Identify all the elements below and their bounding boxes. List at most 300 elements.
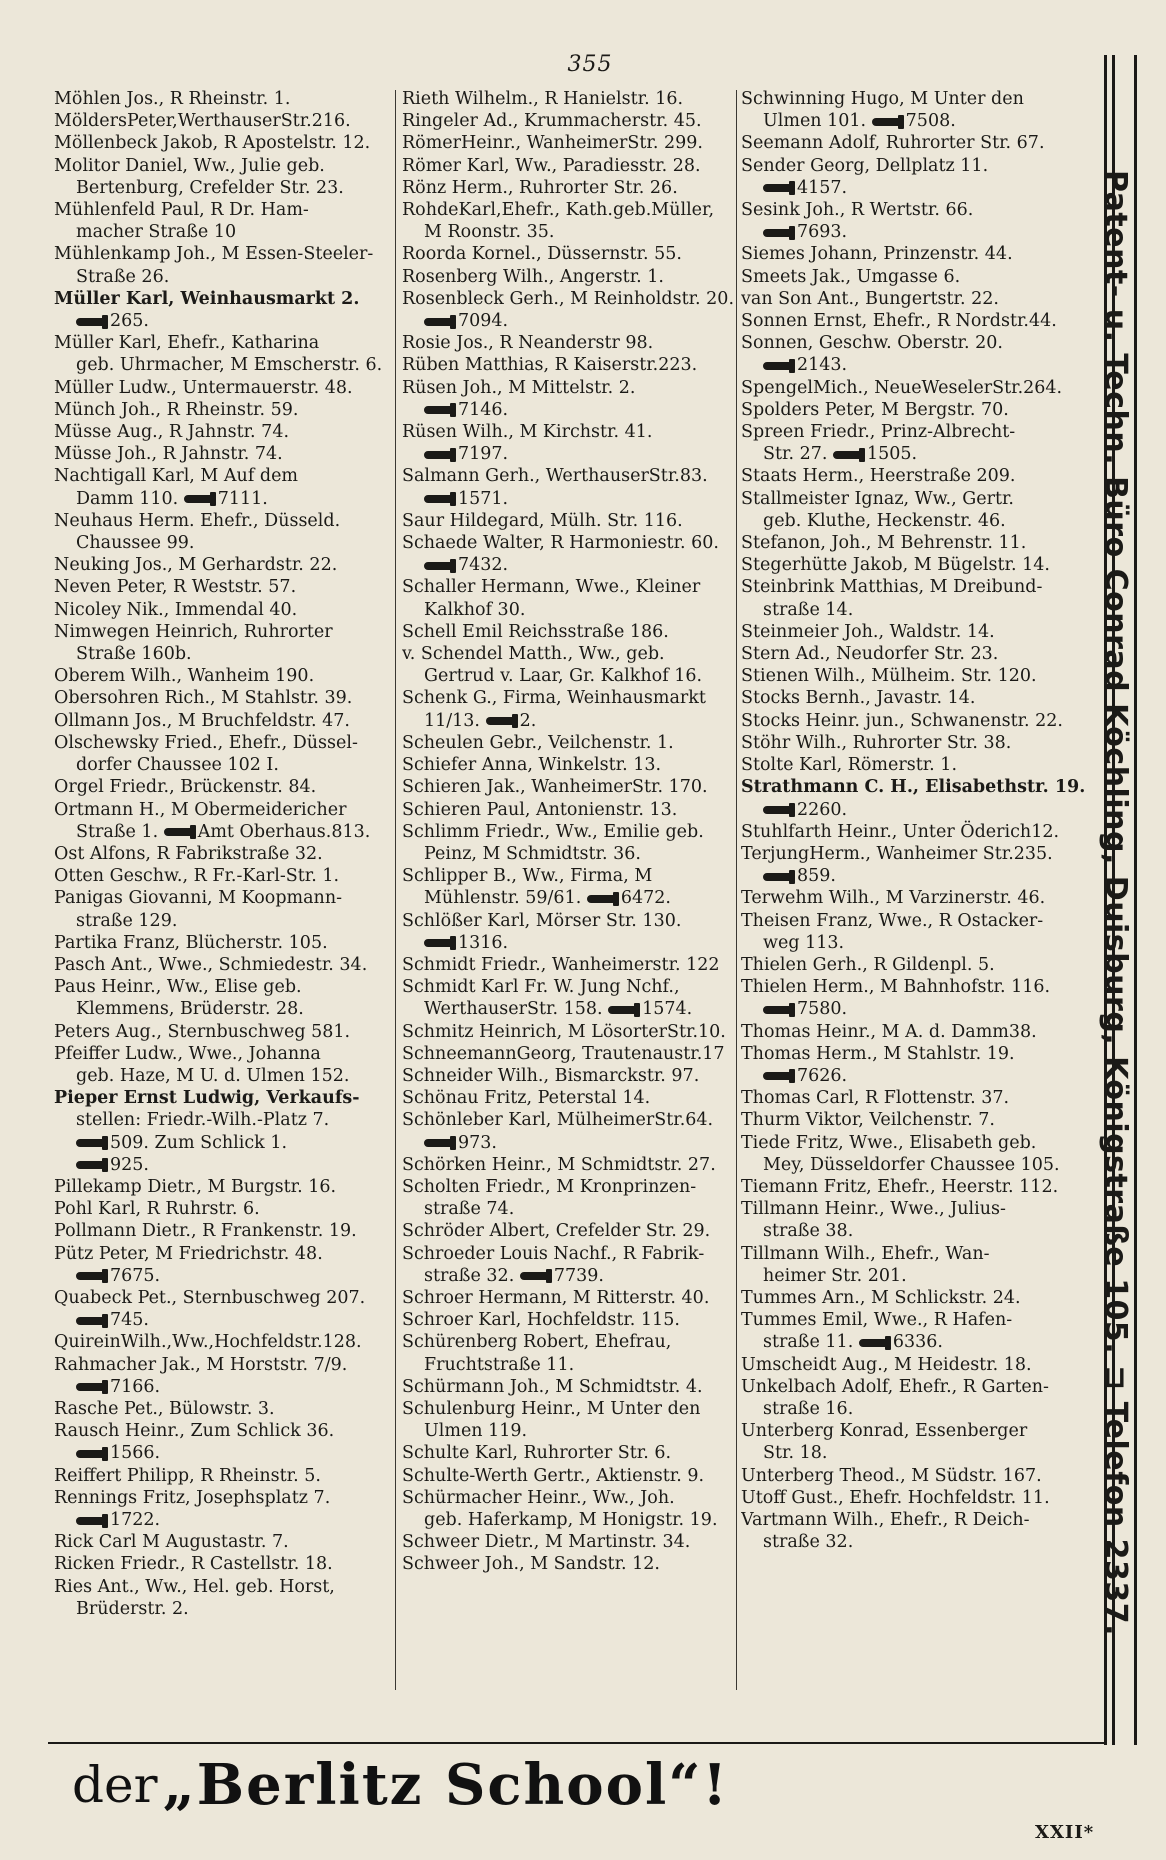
entry-text: Müsse Joh., R Jahnstr. 74. xyxy=(54,444,283,465)
telephone-number: 973. xyxy=(458,1132,497,1153)
directory-entry xyxy=(54,976,388,998)
telephone-icon xyxy=(608,1006,636,1014)
directory-entry xyxy=(54,488,388,510)
directory-entry xyxy=(402,1376,736,1398)
entry-text: Schiefer Anna, Winkelstr. 13. xyxy=(402,755,662,776)
entry-text: Siemes Johann, Prinzenstr. 44. xyxy=(741,244,1013,265)
entry-text: Nachtigall Karl, M Auf dem xyxy=(54,466,299,487)
directory-entry xyxy=(741,243,1097,265)
directory-entry xyxy=(402,843,736,865)
directory-entry xyxy=(54,421,388,443)
entry-text: Schroer Hermann, M Ritterstr. 40. xyxy=(402,1287,710,1308)
directory-entry xyxy=(402,1043,736,1065)
directory-entry xyxy=(54,821,388,843)
directory-entry xyxy=(54,576,388,598)
directory-entry xyxy=(402,1287,736,1309)
directory-entry xyxy=(741,88,1097,110)
directory-entry xyxy=(741,1420,1097,1442)
directory-entry xyxy=(402,754,736,776)
entry-text: Unterberg Konrad, Essenberger xyxy=(741,1421,1028,1442)
directory-entry xyxy=(402,1198,736,1220)
directory-entry xyxy=(54,1598,388,1620)
entry-text: Tummes Emil, Wwe., R Hafen- xyxy=(741,1310,1013,1331)
entry-text: Müller Ludw., Untermauerstr. 48. xyxy=(54,377,353,398)
directory-entry xyxy=(402,1442,736,1464)
directory-entry xyxy=(54,843,388,865)
directory-entry xyxy=(402,443,736,465)
directory-entry xyxy=(54,643,388,665)
directory-entry xyxy=(402,399,736,421)
directory-entry xyxy=(54,532,388,554)
directory-entry xyxy=(741,221,1097,243)
directory-entry xyxy=(402,887,736,909)
telephone-number: 745. xyxy=(110,1310,149,1331)
telephone-icon xyxy=(76,1517,104,1525)
entry-text: Mey, Düsseldorfer Chaussee 105. xyxy=(763,1154,1060,1175)
entry-text: Peters Aug., Sternbuschweg 581. xyxy=(54,1021,351,1042)
directory-entry xyxy=(741,1442,1097,1464)
entry-text: Rausch Heinr., Zum Schlick 36. xyxy=(54,1421,335,1442)
directory-entry xyxy=(402,732,736,754)
entries-column-2 xyxy=(402,88,736,1688)
entry-text: Fruchtstraße 11. xyxy=(424,1354,575,1375)
directory-entry xyxy=(54,1354,388,1376)
directory-entry xyxy=(402,665,736,687)
entry-text: Sender Georg, Dellplatz 11. xyxy=(741,155,989,176)
telephone-icon xyxy=(424,562,452,570)
entry-text: Schlimm Friedr., Ww., Emilie geb. xyxy=(402,821,704,842)
entry-text: Rüben Matthias, R Kaiserstr.223. xyxy=(402,355,698,376)
entry-text: Ries Ant., Ww., Hel. geb. Horst, xyxy=(54,1576,335,1597)
telephone-number: 1505. xyxy=(866,444,918,465)
directory-entry xyxy=(54,1398,388,1420)
entry-text: Thomas Carl, R Flottenstr. 37. xyxy=(741,1088,1010,1109)
directory-entry xyxy=(54,465,388,487)
directory-entry xyxy=(741,132,1097,154)
telephone-icon xyxy=(76,1450,104,1458)
directory-entry xyxy=(741,421,1097,443)
telephone-icon xyxy=(76,1317,104,1325)
directory-entry xyxy=(402,288,736,310)
directory-entry xyxy=(54,1531,388,1553)
entry-text: SchneemannGeorg, Trautenaustr.17 xyxy=(402,1043,725,1064)
directory-entry xyxy=(741,754,1097,776)
directory-entry xyxy=(402,1509,736,1531)
directory-entry xyxy=(54,1376,388,1398)
directory-entry xyxy=(402,910,736,932)
directory-entry xyxy=(402,1065,736,1087)
directory-entry xyxy=(741,576,1097,598)
telephone-number: 6472. xyxy=(620,888,671,909)
directory-entry xyxy=(741,1398,1097,1420)
telephone-icon xyxy=(520,1272,548,1280)
entry-text: Sonnen Ernst, Ehefr., R Nordstr.44. xyxy=(741,311,1057,332)
directory-entry xyxy=(402,421,736,443)
entry-text: Sesink Joh., R Wertstr. 66. xyxy=(741,200,974,221)
telephone-icon xyxy=(76,1139,104,1147)
directory-entry xyxy=(402,954,736,976)
directory-entry xyxy=(54,110,388,132)
column-divider xyxy=(736,90,737,1690)
entry-text: Brüderstr. 2. xyxy=(76,1598,189,1619)
telephone-icon xyxy=(763,229,791,237)
entry-text: Roorda Kornel., Düssernstr. 55. xyxy=(402,244,682,265)
directory-entry xyxy=(402,865,736,887)
entry-text: Müller Karl, Weinhausmarkt 2. xyxy=(54,288,360,309)
entry-text: Rennings Fritz, Josephsplatz 7. xyxy=(54,1487,331,1508)
entry-text: geb. Kluthe, Heckenstr. 46. xyxy=(763,510,1006,531)
directory-entry xyxy=(54,954,388,976)
entry-text: Rasche Pet., Bülowstr. 3. xyxy=(54,1398,275,1419)
directory-entry xyxy=(402,576,736,598)
telephone-number: 7693. xyxy=(797,222,848,243)
directory-entry xyxy=(54,1043,388,1065)
entry-text: Rüsen Joh., M Mittelstr. 2. xyxy=(402,377,636,398)
entry-text: Schmitz Heinrich, M LösorterStr.10. xyxy=(402,1021,726,1042)
directory-entry xyxy=(741,799,1097,821)
directory-entry xyxy=(54,221,388,243)
directory-entry xyxy=(54,1309,388,1331)
directory-entry xyxy=(741,1487,1097,1509)
entry-text: Pütz Peter, M Friedrichstr. 48. xyxy=(54,1243,323,1264)
directory-entry xyxy=(741,998,1097,1020)
directory-entry xyxy=(402,88,736,110)
directory-entry xyxy=(402,621,736,643)
bottom-divider xyxy=(48,1742,1104,1744)
column-divider xyxy=(395,90,396,1690)
directory-entry xyxy=(54,1487,388,1509)
entry-text: Schürmann Joh., M Schmidtstr. 4. xyxy=(402,1376,703,1397)
directory-entry xyxy=(741,510,1097,532)
directory-entry xyxy=(54,910,388,932)
directory-entry xyxy=(741,288,1097,310)
entry-text: Mühlenkamp Joh., M Essen-Steeler- xyxy=(54,244,374,265)
entry-text: Schönleber Karl, MülheimerStr.64. xyxy=(402,1110,714,1131)
directory-entry xyxy=(741,1198,1097,1220)
directory-entry xyxy=(54,865,388,887)
entry-text: Pasch Ant., Wwe., Schmiedestr. 34. xyxy=(54,954,368,975)
entry-text: Reiffert Philipp, R Rheinstr. 5. xyxy=(54,1465,321,1486)
entry-text: Münch Joh., R Rheinstr. 59. xyxy=(54,399,299,420)
telephone-number: 4157. xyxy=(797,177,848,198)
telephone-number: 7739. xyxy=(553,1265,604,1286)
entry-text: Schaller Hermann, Wwe., Kleiner xyxy=(402,577,701,598)
directory-entry xyxy=(741,199,1097,221)
directory-entry xyxy=(54,332,388,354)
directory-entry xyxy=(741,1176,1097,1198)
entry-text: weg 113. xyxy=(763,932,845,953)
directory-entry xyxy=(741,599,1097,621)
directory-entry xyxy=(741,1132,1097,1154)
directory-entry xyxy=(54,1154,388,1176)
telephone-number: 1571. xyxy=(458,488,509,509)
entry-text: Schönau Fritz, Peterstal 14. xyxy=(402,1088,651,1109)
telephone-number: 925. xyxy=(110,1154,149,1175)
bottom-advertisement xyxy=(72,1752,729,1842)
entry-text: Partika Franz, Blücherstr. 105. xyxy=(54,932,328,953)
directory-entry xyxy=(54,1220,388,1242)
entry-text: Pillekamp Dietr., M Burgstr. 16. xyxy=(54,1176,337,1197)
entry-text: geb. Uhrmacher, M Emscherstr. 6. xyxy=(76,355,383,376)
directory-entry xyxy=(402,710,736,732)
entry-text: Neuhaus Herm. Ehefr., Düsseld. xyxy=(54,510,341,531)
entry-text: straße 32. xyxy=(763,1532,854,1553)
directory-entry xyxy=(402,1132,736,1154)
directory-entry xyxy=(741,687,1097,709)
entry-text: Pollmann Dietr., R Frankenstr. 19. xyxy=(54,1221,357,1242)
directory-entry xyxy=(741,110,1097,132)
directory-entry xyxy=(402,377,736,399)
directory-entry xyxy=(54,1287,388,1309)
bottom-ad-name: „Berlitz School“! xyxy=(162,1752,730,1818)
directory-entry xyxy=(402,998,736,1020)
directory-entry xyxy=(741,1331,1097,1353)
directory-entry xyxy=(741,443,1097,465)
signature-mark: XXII* xyxy=(1035,1822,1095,1843)
directory-entry xyxy=(402,554,736,576)
directory-entry xyxy=(741,488,1097,510)
entry-text: Unterberg Theod., M Südstr. 167. xyxy=(741,1465,1042,1486)
directory-entry xyxy=(402,1220,736,1242)
directory-entry xyxy=(402,1265,736,1287)
directory-entry xyxy=(54,1109,388,1131)
telephone-icon xyxy=(424,318,452,326)
directory-entry xyxy=(54,1132,388,1154)
telephone-icon xyxy=(763,873,791,881)
entry-text: Rüsen Wilh., M Kirchstr. 41. xyxy=(402,422,653,443)
directory-entry xyxy=(402,1354,736,1376)
entry-text: Möllenbeck Jakob, R Apostelstr. 12. xyxy=(54,133,371,154)
directory-entry xyxy=(54,1553,388,1575)
directory-entry xyxy=(741,554,1097,576)
entry-text: straße 32. xyxy=(424,1265,520,1286)
directory-entry xyxy=(741,1309,1097,1331)
directory-entry xyxy=(741,776,1097,798)
directory-entry xyxy=(54,443,388,465)
entry-text: Olschewsky Fried., Ehefr., Düssel- xyxy=(54,732,358,753)
entry-text: Müsse Aug., R Jahnstr. 74. xyxy=(54,422,290,443)
entry-text: Unkelbach Adolf, Ehefr., R Garten- xyxy=(741,1376,1049,1397)
directory-entry xyxy=(54,354,388,376)
entry-text: Rönz Herm., Ruhrorter Str. 26. xyxy=(402,177,678,198)
telephone-icon xyxy=(184,495,212,503)
entry-text: Theisen Franz, Wwe., R Ostacker- xyxy=(741,910,1044,931)
entry-text: Mühlenfeld Paul, R Dr. Ham- xyxy=(54,200,309,221)
directory-entry xyxy=(402,1465,736,1487)
telephone-icon xyxy=(833,451,861,459)
telephone-number: 7508. xyxy=(905,111,956,132)
directory-entry xyxy=(402,1087,736,1109)
directory-entry xyxy=(741,177,1097,199)
directory-entry xyxy=(402,1331,736,1353)
telephone-number: 509. xyxy=(110,1132,149,1153)
directory-entry xyxy=(54,1065,388,1087)
directory-entry xyxy=(54,710,388,732)
directory-entry xyxy=(54,665,388,687)
entry-text: Pfeiffer Ludw., Wwe., Johanna xyxy=(54,1043,321,1064)
directory-entry xyxy=(741,621,1097,643)
directory-entry xyxy=(402,1531,736,1553)
directory-entry xyxy=(741,354,1097,376)
telephone-icon xyxy=(872,118,900,126)
directory-entry xyxy=(54,266,388,288)
page-number: 355 xyxy=(567,52,613,77)
entry-text: Stolte Karl, Römerstr. 1. xyxy=(741,755,958,776)
entry-text: Salmann Gerh., WerthauserStr.83. xyxy=(402,466,708,487)
directory-entry xyxy=(54,687,388,709)
entry-text: Schulte Karl, Ruhrorter Str. 6. xyxy=(402,1443,672,1464)
telephone-icon xyxy=(859,1339,887,1347)
entry-text: Thomas Herm., M Stahlstr. 19. xyxy=(741,1043,1015,1064)
directory-entry xyxy=(402,821,736,843)
entry-text: Neven Peter, R Weststr. 57. xyxy=(54,577,297,598)
entry-text: Orgel Friedr., Brückenstr. 84. xyxy=(54,777,317,798)
entry-text: Schürmacher Heinr., Ww., Joh. xyxy=(402,1487,675,1508)
directory-entry xyxy=(402,1398,736,1420)
directory-entry xyxy=(402,1553,736,1575)
directory-entry xyxy=(741,732,1097,754)
directory-entry xyxy=(741,1376,1097,1398)
directory-entry xyxy=(741,1043,1097,1065)
directory-entry xyxy=(741,865,1097,887)
entry-text: Ringeler Ad., Krummacherstr. 45. xyxy=(402,111,702,132)
directory-entry xyxy=(402,599,736,621)
entry-text: Stocks Bernh., Javastr. 14. xyxy=(741,688,976,709)
entry-text: MöldersPeter,WerthauserStr.216. xyxy=(54,111,351,132)
telephone-icon xyxy=(76,318,104,326)
entry-text: Gertrud v. Laar, Gr. Kalkhof 16. xyxy=(424,666,703,687)
entry-text: TerjungHerm., Wanheimer Str.235. xyxy=(741,843,1053,864)
entry-text: Schlößer Karl, Mörser Str. 130. xyxy=(402,910,682,931)
entry-text: Rosenbleck Gerh., M Reinholdstr. 20. xyxy=(402,288,735,309)
directory-entry xyxy=(402,1154,736,1176)
entry-text: Damm 110. xyxy=(76,488,184,509)
directory-entry xyxy=(741,1287,1097,1309)
entry-text: stellen: Friedr.-Wilh.-Platz 7. xyxy=(76,1110,330,1131)
telephone-number: 7094. xyxy=(458,311,509,332)
entry-text: Thomas Heinr., M A. d. Damm38. xyxy=(741,1021,1037,1042)
entry-text: Str. 18. xyxy=(763,1443,828,1464)
directory-entry xyxy=(402,1487,736,1509)
entry-text: Schroer Karl, Hochfeldstr. 115. xyxy=(402,1310,680,1331)
telephone-number: Amt Oberhaus.813. xyxy=(197,821,371,842)
entry-text: Straße 160b. xyxy=(76,644,192,665)
directory-entry xyxy=(402,110,736,132)
directory-entry xyxy=(54,399,388,421)
directory-entry xyxy=(741,910,1097,932)
directory-entry xyxy=(402,1243,736,1265)
directory-entry xyxy=(741,1087,1097,1109)
entry-text: Spolders Peter, M Bergstr. 70. xyxy=(741,399,1009,420)
directory-entry xyxy=(54,799,388,821)
entry-text: Rick Carl M Augustastr. 7. xyxy=(54,1532,289,1553)
entry-text: Staats Herm., Heerstraße 209. xyxy=(741,466,1016,487)
entry-text: Terwehm Wilh., M Varzinerstr. 46. xyxy=(741,888,1046,909)
entry-text: Oberem Wilh., Wanheim 190. xyxy=(54,666,315,687)
directory-entry xyxy=(741,1109,1097,1131)
entry-text: Römer Karl, Ww., Paradiesstr. 28. xyxy=(402,155,701,176)
directory-entry xyxy=(402,976,736,998)
entry-text: Smeets Jak., Umgasse 6. xyxy=(741,266,961,287)
directory-entry xyxy=(54,1243,388,1265)
entry-text: Thielen Herm., M Bahnhofstr. 116. xyxy=(741,977,1051,998)
entry-text: Müller Karl, Ehefr., Katharina xyxy=(54,333,320,354)
entry-text: Chaussee 99. xyxy=(76,533,195,554)
entry-text: Stöhr Wilh., Ruhrorter Str. 38. xyxy=(741,732,1012,753)
telephone-number: 7166. xyxy=(110,1376,161,1397)
directory-entry xyxy=(54,754,388,776)
side-advertisement: Patent- u. Techn. Büro Conrad Köchling, Duisburg, Königstraße 105. ⊐ Telefon 2337. xyxy=(1098,170,1133,1637)
entry-text: WerthauserStr. 158. xyxy=(424,999,609,1020)
directory-entry xyxy=(741,310,1097,332)
entry-text: Bertenburg, Crefelder Str. 23. xyxy=(76,177,344,198)
entry-text: 11/13. xyxy=(424,710,486,731)
directory-entry xyxy=(54,1509,388,1531)
directory-entry xyxy=(54,510,388,532)
entry-text: Tillmann Wilh., Ehefr., Wan- xyxy=(741,1243,990,1264)
entry-text: Steinbrink Matthias, M Dreibund- xyxy=(741,577,1043,598)
entry-text: Schieren Jak., WanheimerStr. 170. xyxy=(402,777,708,798)
frame-rule xyxy=(1134,55,1137,1745)
directory-entry xyxy=(402,643,736,665)
entry-text: Tiede Fritz, Wwe., Elisabeth geb. xyxy=(741,1132,1037,1153)
entry-text: v. Schendel Matth., Ww., geb. xyxy=(402,644,665,665)
directory-entry xyxy=(402,510,736,532)
entry-text: macher Straße 10 xyxy=(76,222,237,243)
entry-text: Ulmen 119. xyxy=(424,1421,528,1442)
telephone-number: 1566. xyxy=(110,1443,161,1464)
directory-entry xyxy=(402,1176,736,1198)
directory-entry xyxy=(741,266,1097,288)
directory-entry xyxy=(54,599,388,621)
telephone-icon xyxy=(763,1072,791,1080)
directory-entry xyxy=(741,399,1097,421)
entry-text: Sonnen, Geschw. Oberstr. 20. xyxy=(741,333,1003,354)
entry-text: straße 11. xyxy=(763,1332,859,1353)
directory-entry xyxy=(741,377,1097,399)
directory-entry xyxy=(402,310,736,332)
directory-entry xyxy=(402,776,736,798)
entry-text: Umscheidt Aug., M Heidestr. 18. xyxy=(741,1354,1032,1375)
entry-text: Quabeck Pet., Sternbuschweg 207. xyxy=(54,1287,366,1308)
directory-entry xyxy=(402,243,736,265)
entry-text: Obersohren Rich., M Stahlstr. 39. xyxy=(54,688,353,709)
directory-entry xyxy=(741,1220,1097,1242)
entry-text: Str. 27. xyxy=(763,444,833,465)
directory-entry xyxy=(54,732,388,754)
telephone-icon xyxy=(763,806,791,814)
directory-entry xyxy=(54,1331,388,1353)
entry-text: Scholten Friedr., M Kronprinzen- xyxy=(402,1176,697,1197)
telephone-icon xyxy=(164,828,192,836)
directory-entry xyxy=(54,887,388,909)
directory-entry xyxy=(402,1021,736,1043)
directory-entry xyxy=(741,843,1097,865)
directory-entry xyxy=(741,1509,1097,1531)
entry-text: Schörken Heinr., M Schmidtstr. 27. xyxy=(402,1154,716,1175)
entry-text: Schieren Paul, Antonienstr. 13. xyxy=(402,799,678,820)
entry-text: Schmidt Karl Fr. W. Jung Nchf., xyxy=(402,977,680,998)
telephone-number: 7580. xyxy=(797,999,848,1020)
directory-entry xyxy=(54,998,388,1020)
entry-text: Rieth Wilhelm., R Hanielstr. 16. xyxy=(402,89,684,109)
entry-text: Stocks Heinr. jun., Schwanenstr. 22. xyxy=(741,710,1063,731)
directory-entry xyxy=(402,132,736,154)
entry-text: Schweer Dietr., M Martinstr. 34. xyxy=(402,1532,691,1553)
telephone-number: 265. xyxy=(110,311,149,332)
directory-entry xyxy=(741,1154,1097,1176)
entry-text: Molitor Daniel, Ww., Julie geb. xyxy=(54,155,325,176)
